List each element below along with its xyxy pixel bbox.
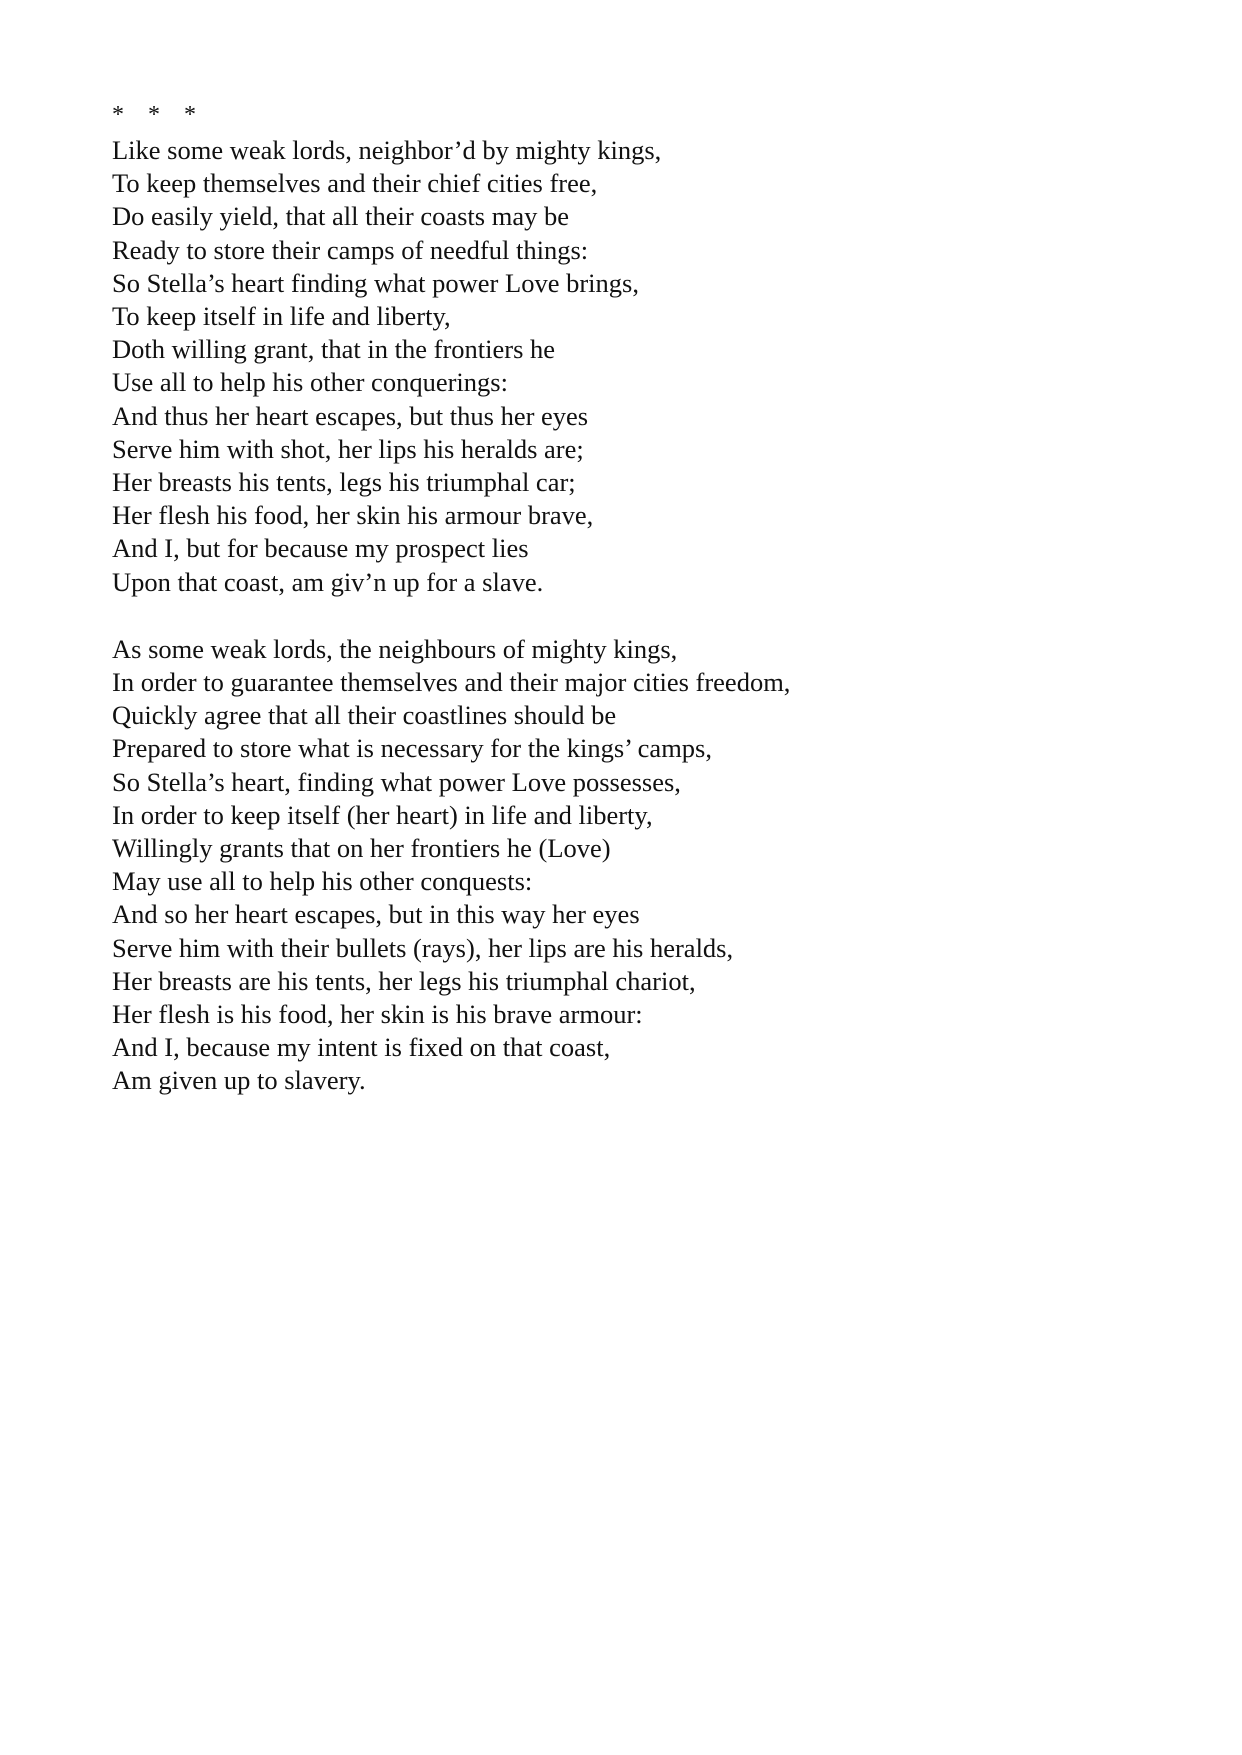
paraphrase-line: So Stella’s heart, finding what power Love possesses,: [112, 766, 681, 797]
poem-line: Ready to store their camps of needful things:: [112, 234, 589, 265]
stanza-gap: [112, 599, 1152, 633]
poem-line: Doth willing grant, that in the frontiers he: [112, 334, 556, 365]
poem-line: Upon that coast, am giv’n up for a slave.: [112, 566, 544, 597]
poem-line: And thus her heart escapes, but thus her eyes: [112, 400, 589, 431]
section-separator: [112, 100, 1152, 134]
original-poem: [112, 134, 1152, 599]
paraphrase-line: Prepared to store what is necessary for the kings’ camps,: [112, 733, 712, 764]
poem-line: So Stella’s heart finding what power Love brings,: [112, 267, 639, 298]
poem-line: And I, but for because my prospect lies: [112, 533, 529, 564]
poem-line: To keep itself in life and liberty,: [112, 301, 451, 332]
separator-asterisk: *: [148, 102, 160, 128]
paraphrase-line: As some weak lords, the neighbours of mighty kings,: [112, 633, 678, 664]
separator-asterisk: *: [112, 102, 124, 128]
paraphrase-line: In order to keep itself (her heart) in life and liberty,: [112, 799, 653, 830]
paraphrase-line: Serve him with their bullets (rays), her lips are his heralds,: [112, 932, 734, 963]
paraphrase-line: Willingly grants that on her frontiers he (Love): [112, 833, 611, 864]
poem-line: To keep themselves and their chief cities free,: [112, 168, 598, 199]
paraphrase-line: Am given up to slavery.: [112, 1065, 366, 1096]
poem-line: Use all to help his other conquerings:: [112, 367, 508, 398]
paraphrase-line: And I, because my intent is fixed on that coast,: [112, 1032, 611, 1063]
paraphrase-line: In order to guarantee themselves and their major cities freedom,: [112, 667, 791, 698]
separator-asterisk: *: [184, 102, 196, 128]
paraphrase: [112, 633, 1152, 1098]
document-page: [112, 100, 1152, 1098]
paraphrase-line: Her breasts are his tents, her legs his triumphal chariot,: [112, 965, 696, 996]
poem-line: Serve him with shot, her lips his heralds are;: [112, 433, 584, 464]
paraphrase-line: Quickly agree that all their coastlines should be: [112, 700, 617, 731]
poem-line: Her flesh his food, her skin his armour brave,: [112, 500, 594, 531]
paraphrase-line: May use all to help his other conquests:: [112, 866, 533, 897]
paraphrase-line: And so her heart escapes, but in this way her eyes: [112, 899, 640, 930]
poem-line: Like some weak lords, neighbor’d by mighty kings,: [112, 135, 662, 165]
poem-line: Her breasts his tents, legs his triumphal car;: [112, 467, 576, 498]
paraphrase-line: Her flesh is his food, her skin is his brave armour:: [112, 999, 643, 1030]
poem-line: Do easily yield, that all their coasts may be: [112, 201, 569, 232]
